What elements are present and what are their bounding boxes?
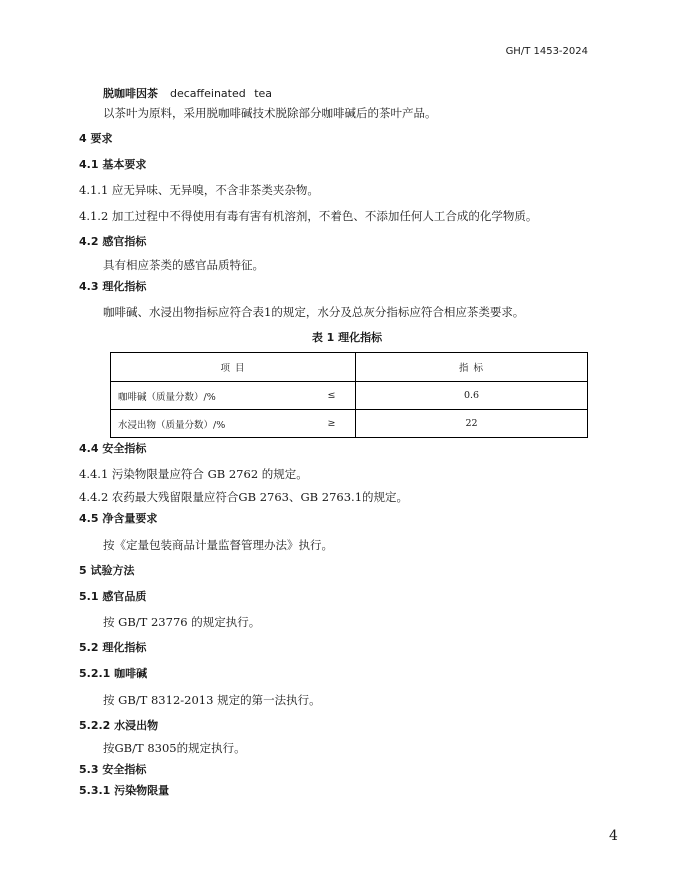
section-5-2-1-heading: 5.2.1 咖啡碱 bbox=[79, 667, 148, 680]
clause-4-1-2: 4.1.2 加工过程中不得使用有毒有害有机溶剂，不着色、不添加任何人工合成的化学物质。 bbox=[79, 209, 538, 223]
section-4-3-heading: 4.3 理化指标 bbox=[79, 280, 147, 293]
section-5-1-heading: 5.1 感官品质 bbox=[79, 590, 147, 603]
section-5-3-heading: 5.3 安全指标 bbox=[79, 763, 147, 776]
section-4-1-heading: 4.1 基本要求 bbox=[79, 158, 147, 171]
term-definition: 以茶叶为原料，采用脱咖啡碱技术脱除部分咖啡碱后的茶叶产品。 bbox=[103, 106, 437, 120]
section-4-5-heading: 4.5 净含量要求 bbox=[79, 512, 158, 525]
table-header-row bbox=[111, 353, 588, 382]
section-5-2-2-heading: 5.2.2 水浸出物 bbox=[79, 719, 159, 732]
row-item: 水浸出物（质量分数）/% bbox=[111, 410, 316, 438]
section-5-heading: 5 试验方法 bbox=[79, 564, 135, 577]
table-caption: 表 1 理化指标 bbox=[311, 331, 383, 344]
section-5-2-2-text: 按GB/T 8305的规定执行。 bbox=[103, 741, 246, 755]
section-4-3-text: 咖啡碱、水浸出物指标应符合表1的规定，水分及总灰分指标应符合相应茶类要求。 bbox=[103, 305, 525, 319]
physicochemical-table bbox=[110, 352, 588, 438]
term-english: decaffeinated tea bbox=[170, 87, 273, 100]
row-operator: ≥ bbox=[316, 410, 356, 438]
section-5-1-text: 按 GB/T 23776 的规定执行。 bbox=[103, 615, 261, 629]
section-5-2-1-text: 按 GB/T 8312-2013 规定的第一法执行。 bbox=[103, 693, 321, 707]
column-header-item: 项 目 bbox=[111, 353, 356, 382]
section-4-heading: 4 要求 bbox=[79, 132, 113, 145]
row-value: 0.6 bbox=[356, 382, 588, 410]
section-4-2-heading: 4.2 感官指标 bbox=[79, 235, 147, 248]
clause-4-4-2: 4.4.2 农药最大残留限量应符合GB 2763、GB 2763.1的规定。 bbox=[79, 490, 409, 504]
table-row bbox=[111, 410, 588, 438]
section-4-4-heading: 4.4 安全指标 bbox=[79, 442, 147, 455]
row-operator: ≤ bbox=[316, 382, 356, 410]
clause-4-1-1: 4.1.1 应无异味、无异嗅，不含非茶类夹杂物。 bbox=[79, 183, 319, 197]
section-4-2-text: 具有相应茶类的感官品质特征。 bbox=[103, 258, 264, 272]
term-chinese: 脱咖啡因茶 bbox=[103, 87, 158, 100]
section-4-5-text: 按《定量包装商品计量监督管理办法》执行。 bbox=[103, 538, 333, 552]
standard-code-header: GH/T 1453-2024 bbox=[505, 46, 588, 57]
clause-4-4-1: 4.4.1 污染物限量应符合 GB 2762 的规定。 bbox=[79, 467, 308, 481]
row-value: 22 bbox=[356, 410, 588, 438]
table-row bbox=[111, 382, 588, 410]
term-line bbox=[103, 86, 272, 101]
page-number: 4 bbox=[609, 828, 618, 844]
column-header-index: 指 标 bbox=[356, 353, 588, 382]
section-5-3-1-heading: 5.3.1 污染物限量 bbox=[79, 784, 170, 797]
row-item: 咖啡碱（质量分数）/% bbox=[111, 382, 316, 410]
section-5-2-heading: 5.2 理化指标 bbox=[79, 641, 147, 654]
